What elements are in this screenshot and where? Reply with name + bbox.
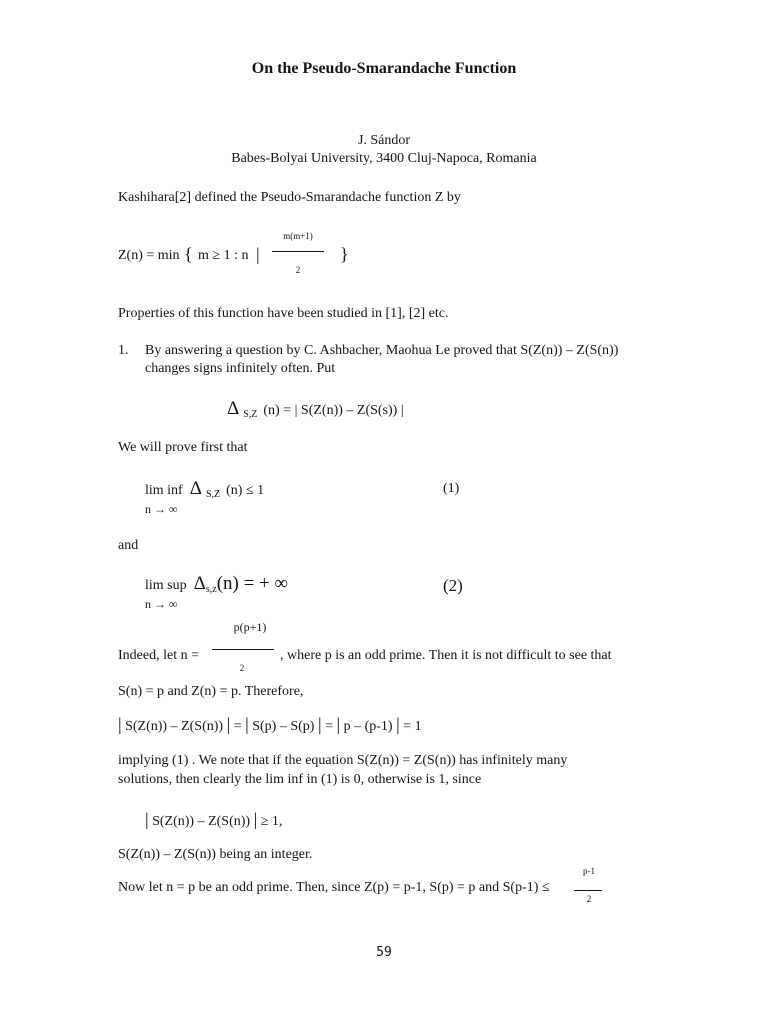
liminf-limit-under: n → ∞	[145, 502, 178, 516]
section-number: 1.	[118, 343, 129, 358]
abs-equals: =	[233, 719, 242, 734]
author-affiliation: Babes-Bolyai University, 3400 Cluj-Napoca, Romania	[231, 151, 537, 166]
indeed-post: , where p is an odd prime. Then it is not difficult to see that	[280, 648, 612, 663]
indeed-denominator: 2	[239, 663, 245, 673]
properties-line: Properties of this function have been studied in [1], [2] etc.	[118, 306, 449, 321]
z-def-condition: m ≥ 1 : n	[198, 248, 249, 263]
abs-bar: |	[118, 714, 122, 734]
liminf-delta-subscript: S,Z	[205, 489, 221, 500]
indeed-numerator: p(p+1)	[233, 620, 267, 634]
indeed-pre: Indeed, let n =	[118, 648, 199, 663]
abs-bar: |	[253, 809, 258, 829]
limsup-expression	[145, 573, 288, 595]
implying-line-2: solutions, then clearly the lim inf in (1) is 0, otherwise is 1, since	[118, 772, 482, 787]
abs-equals: =	[325, 719, 333, 734]
abs-eq-part-b: S(p) – S(p)	[252, 719, 315, 734]
abs-bar: |	[226, 714, 231, 734]
section1-line2: changes signs infinitely often. Put	[145, 361, 336, 376]
liminf-rest: (n) ≤ 1	[226, 483, 265, 498]
implying-line-1: implying (1) . We note that if the equation S(Z(n)) = Z(S(n)) has infinitely many	[118, 753, 568, 768]
z-def-lhs: Z(n) = min	[118, 248, 180, 263]
inequality-rest: ≥ 1,	[260, 814, 283, 829]
definition-intro: Kashihara[2] defined the Pseudo-Smarandache function Z by	[118, 190, 461, 205]
limsup-delta-symbol: Δ	[193, 573, 206, 594]
section1-line1: By answering a question by C. Ashbacher, Maohua Le proved that S(Z(n)) – Z(S(n))	[145, 343, 619, 358]
page-number: 59	[376, 945, 392, 960]
z-def-fraction-bar	[272, 251, 324, 252]
abs-eq-part-c: p – (p-1)	[343, 719, 393, 734]
limsup-label: lim sup	[145, 578, 187, 593]
equation-number-1: (1)	[443, 481, 460, 496]
liminf-expression	[145, 478, 264, 500]
abs-bar: |	[396, 714, 400, 734]
delta-definition	[227, 398, 404, 420]
delta-symbol: Δ	[227, 398, 240, 419]
nowlet-numerator: p-1	[583, 866, 595, 876]
liminf-delta-symbol: Δ	[189, 478, 202, 499]
z-def-close-brace: }	[340, 244, 349, 264]
z-def-numerator: m(m+1)	[283, 231, 313, 241]
abs-eq-part-a: S(Z(n)) – Z(S(n))	[125, 719, 224, 734]
z-def-open-brace: {	[184, 244, 193, 264]
inequality-line	[145, 809, 282, 830]
liminf-label: lim inf	[145, 483, 183, 498]
integer-line: S(Z(n)) – Z(S(n)) being an integer.	[118, 847, 313, 862]
nowlet-fraction-bar	[574, 890, 602, 891]
abs-bar: |	[317, 714, 322, 734]
abs-bar: |	[145, 809, 149, 829]
limsup-limit-under: n → ∞	[145, 597, 178, 611]
prove-line: We will prove first that	[118, 440, 248, 455]
abs-bar: |	[245, 714, 249, 734]
indeed-fraction-bar	[212, 649, 274, 650]
abs-bar: |	[336, 714, 341, 734]
paper-title: On the Pseudo-Smarandache Function	[251, 60, 517, 77]
author-name: J. Sándor	[357, 133, 411, 148]
absolute-value-equation	[118, 714, 422, 735]
z-def-denominator: 2	[295, 265, 301, 275]
delta-definition-rest: (n) = | S(Z(n)) – Z(S(s)) |	[263, 403, 404, 418]
inequality-inner: S(Z(n)) – Z(S(n))	[152, 814, 251, 829]
z-def-divides-bar: |	[256, 244, 260, 264]
limsup-rest: (n) = + ∞	[216, 573, 289, 594]
abs-eq-end: = 1	[403, 719, 422, 734]
s-and-z-line: S(n) = p and Z(n) = p. Therefore,	[118, 684, 304, 699]
nowlet-denominator: 2	[586, 894, 592, 904]
delta-subscript: S,Z	[243, 409, 258, 420]
and-word: and	[118, 538, 139, 553]
nowlet-line: Now let n = p be an odd prime. Then, since Z(p) = p-1, S(p) = p and S(p-1) ≤	[118, 880, 550, 895]
limsup-delta-subscript: s,z	[205, 584, 217, 595]
equation-number-2: (2)	[443, 576, 463, 595]
